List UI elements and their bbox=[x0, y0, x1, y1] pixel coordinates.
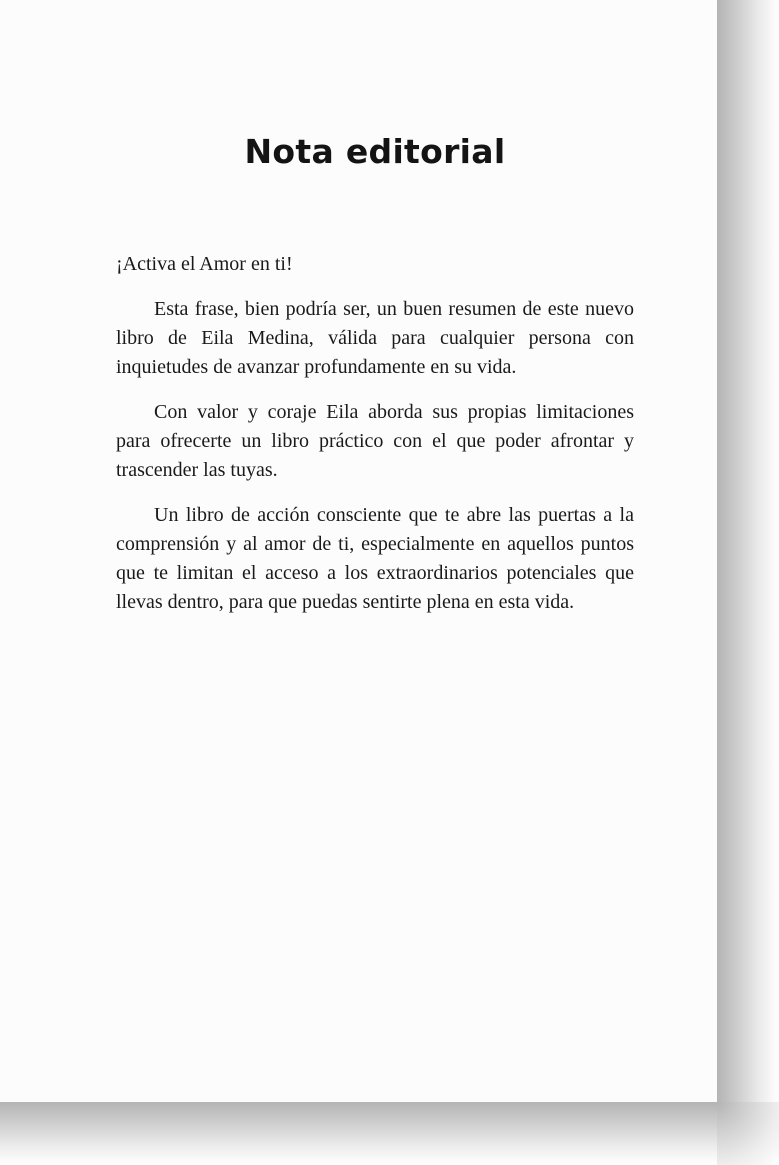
page-shadow-bottom bbox=[0, 1102, 717, 1165]
paragraph: Un libro de acción consciente que te abre las puertas a la comprensión y al amor de ti, especialmente en aquellos puntos que te limitan el acceso a los extraordinarios potenciales que llevas dentro, para que puedas sentirte plena en esta vida. bbox=[116, 504, 634, 613]
paragraph: Con valor y coraje Eila aborda sus propias limitaciones para ofrecerte un libro práctico con el que poder afrontar y trascender las tuyas. bbox=[116, 401, 634, 481]
opening-line: ¡Activa el Amor en ti! bbox=[116, 253, 293, 275]
page-body bbox=[116, 250, 634, 633]
paragraph: Esta frase, bien podría ser, un buen resumen de este nuevo libro de Eila Medina, válida para cualquier persona con inquietudes de avanzar profundamente en su vida. bbox=[116, 298, 634, 378]
page-title: Nota editorial bbox=[244, 132, 506, 171]
page-shadow-corner bbox=[717, 1102, 779, 1165]
